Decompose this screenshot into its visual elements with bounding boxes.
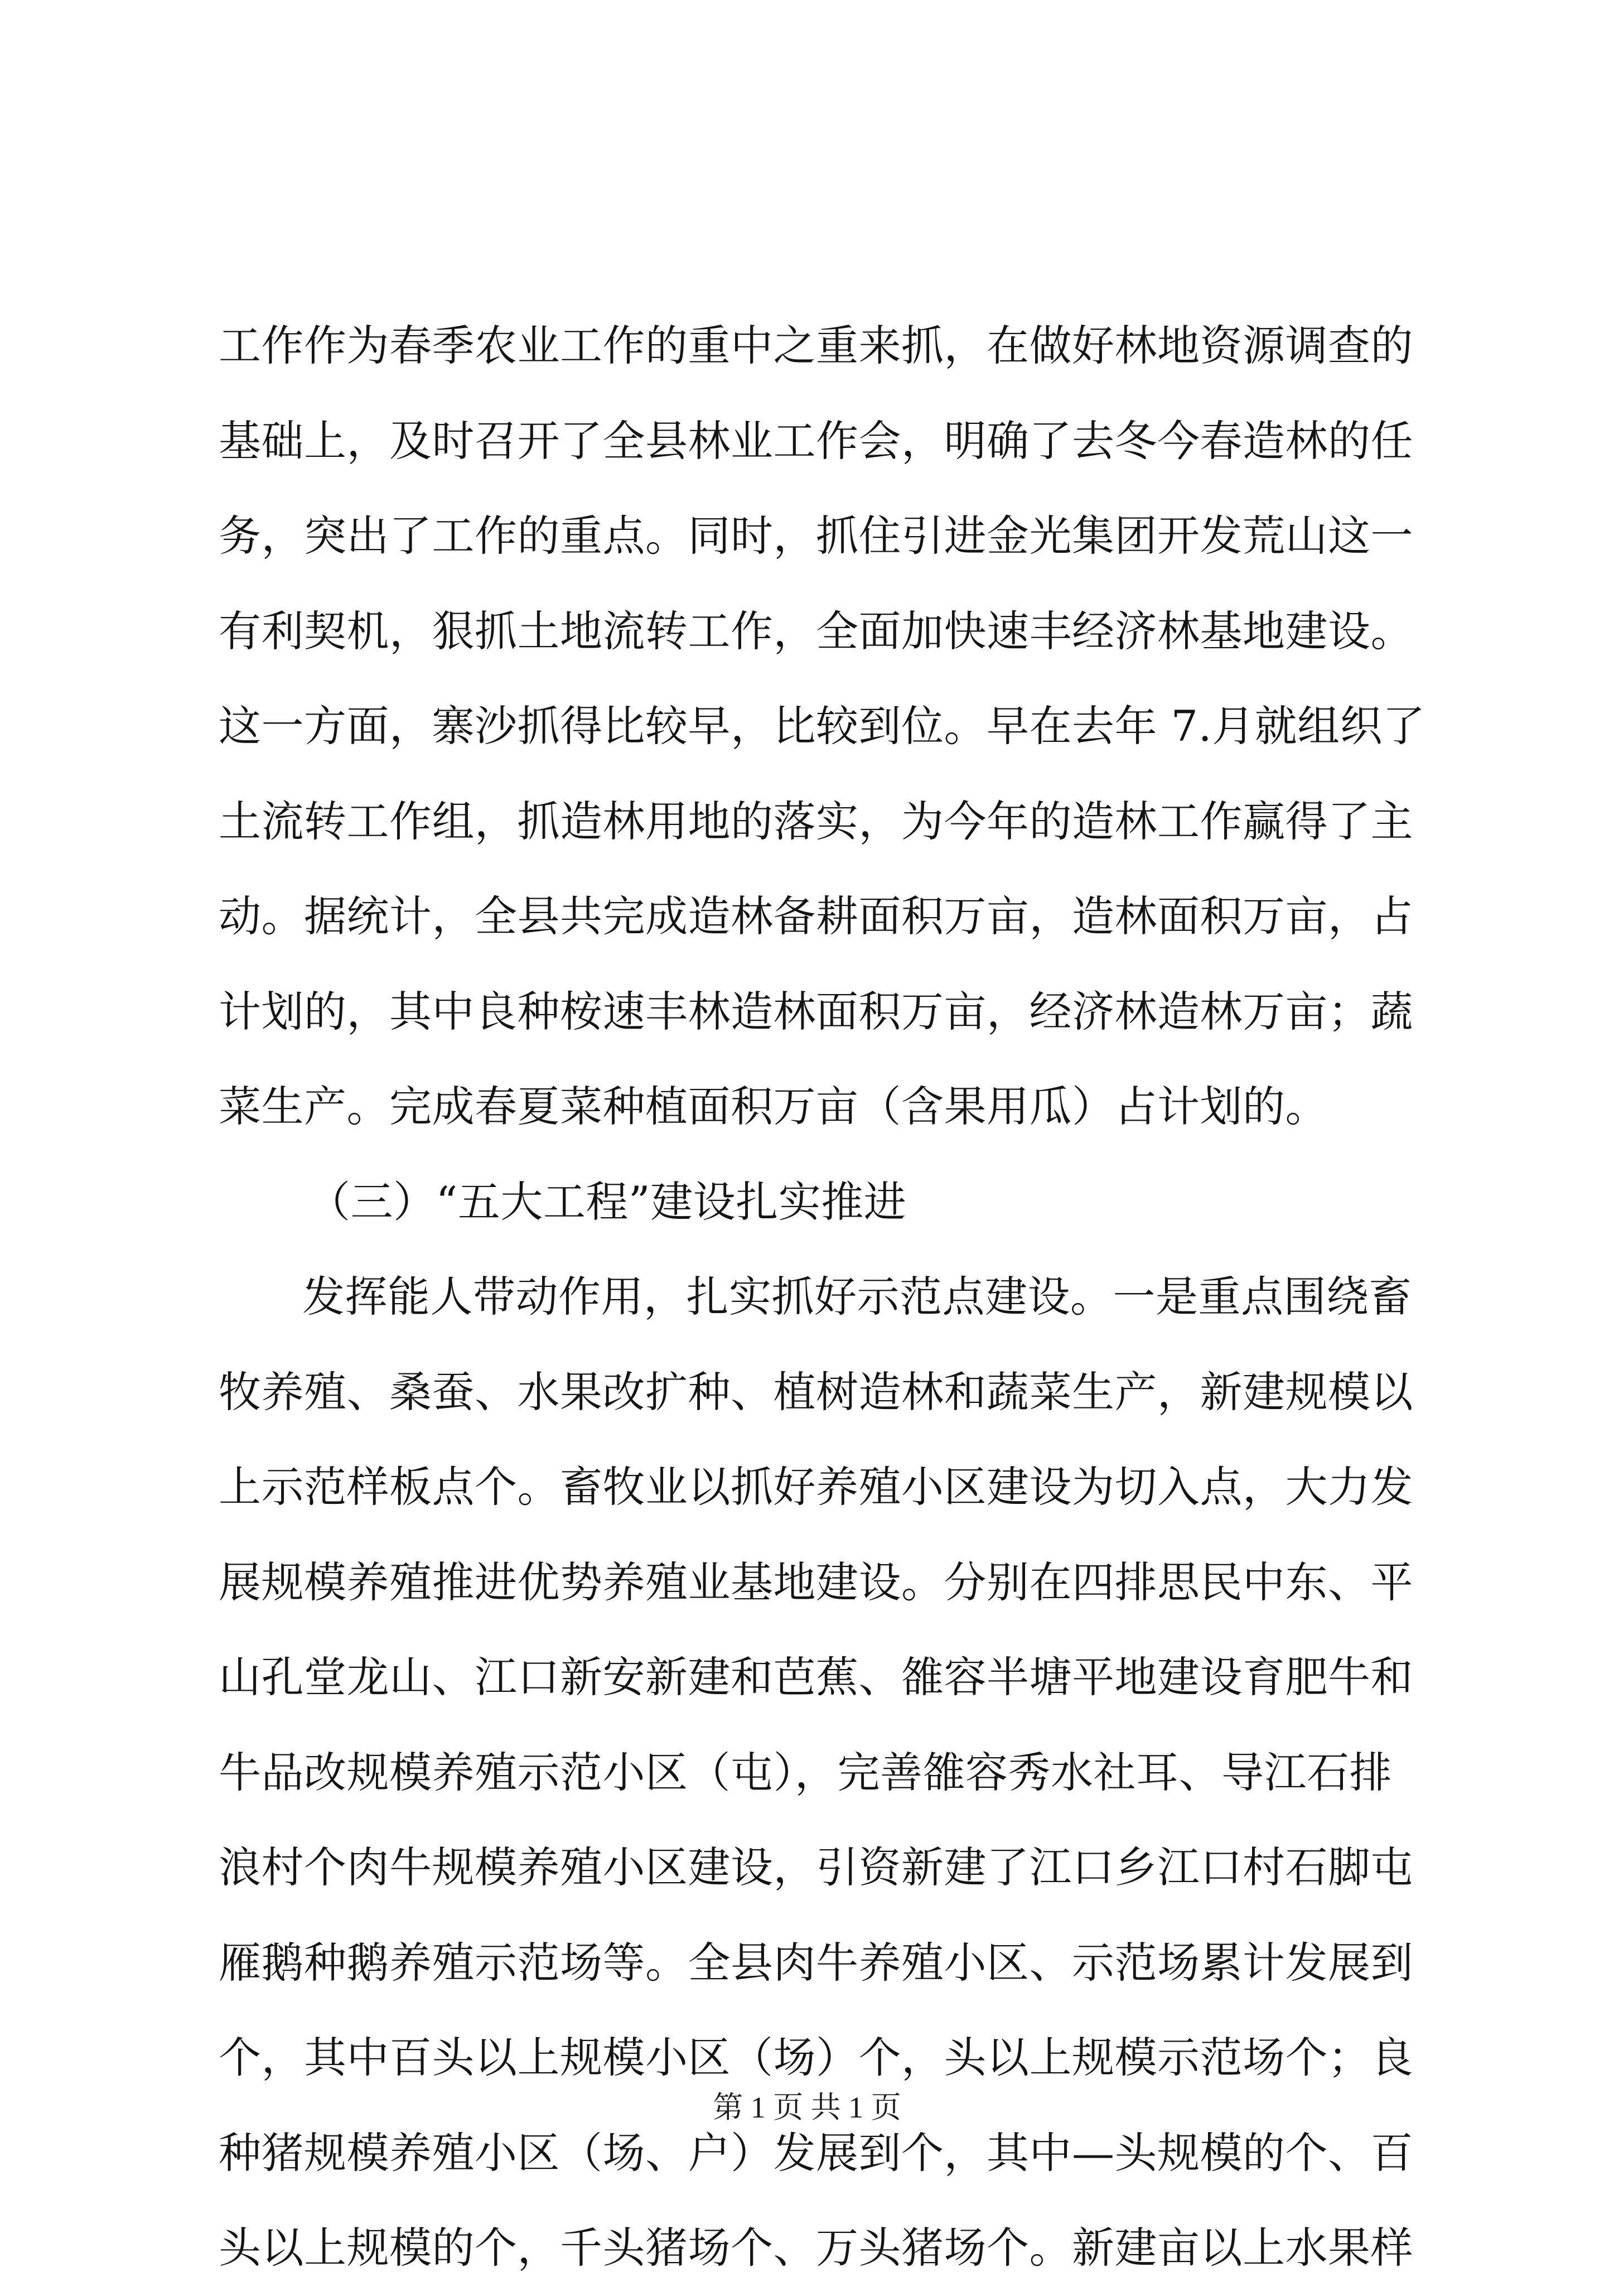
- text-line: 务，突出了工作的重点。同时，抓住引进金光集团开发荒山这一: [219, 511, 1413, 561]
- text-line: 有利契机，狠抓土地流转工作，全面加快速丰经济林基地建设。: [219, 606, 1413, 656]
- text-line: 雁鹅种鹅养殖示范场等。全县肉牛养殖小区、示范场累计发展到: [219, 1937, 1413, 1988]
- text-line: 山孔堂龙山、江口新安新建和芭蕉、雒容半塘平地建设育肥牛和: [219, 1652, 1413, 1702]
- text-line: 基础上，及时召开了全县林业工作会，明确了去冬今春造林的任: [219, 416, 1413, 466]
- text-line: 浪村个肉牛规模养殖小区建设，引资新建了江口乡江口村石脚屯: [219, 1842, 1413, 1892]
- text-line: 展规模养殖推进优势养殖业基地建设。分别在四排思民中东、平: [219, 1557, 1413, 1607]
- text-line: 牧养殖、桑蚕、水果改扩种、植树造林和蔬菜生产，新建规模以: [219, 1367, 1413, 1417]
- text-line: 牛品改规模养殖示范小区（屯），完善雒容秀水社耳、导江石排: [219, 1747, 1392, 1797]
- section-heading: （三）“五大工程”建设扎实推进: [308, 1176, 907, 1227]
- text-line: 菜生产。完成春夏菜种植面积万亩（含果用瓜）占计划的。: [219, 1082, 1328, 1131]
- text-line: 个，其中百头以上规模小区（场）个，头以上规模示范场个；良: [219, 2033, 1413, 2082]
- text-line: 土流转工作组，抓造林用地的落实，为今年的造林工作赢得了主: [219, 796, 1413, 846]
- text-line: 工作作为春季农业工作的重中之重来抓，在做好林地资源调查的: [219, 321, 1413, 370]
- text-line: 动。据统计，全县共完成造林备耕面积万亩，造林面积万亩，占: [219, 891, 1413, 941]
- text-line: 头以上规模的个，千头猪场个、万头猪场个。新建亩以上水果样: [219, 2223, 1413, 2273]
- text-line: 种猪规模养殖小区（场、户）发展到个，其中—头规模的个、百: [219, 2128, 1413, 2178]
- text-line: 计划的，其中良种桉速丰林造林面积万亩，经济林造林万亩；蔬: [219, 986, 1413, 1036]
- text-line: 上示范样板点个。畜牧业以抓好养殖小区建设为切入点，大力发: [219, 1462, 1413, 1512]
- text-line: 这一方面，寨沙抓得比较早，比较到位。早在去年 7.月就组织了: [219, 701, 1425, 751]
- page-number-footer: 第 1 页 共 1 页: [713, 2091, 901, 2124]
- body-text: [219, 298, 1425, 2296]
- paragraph-first-line: 发挥能人带动作用，扎实抓好示范点建设。一是重点围绕畜: [302, 1272, 1412, 1321]
